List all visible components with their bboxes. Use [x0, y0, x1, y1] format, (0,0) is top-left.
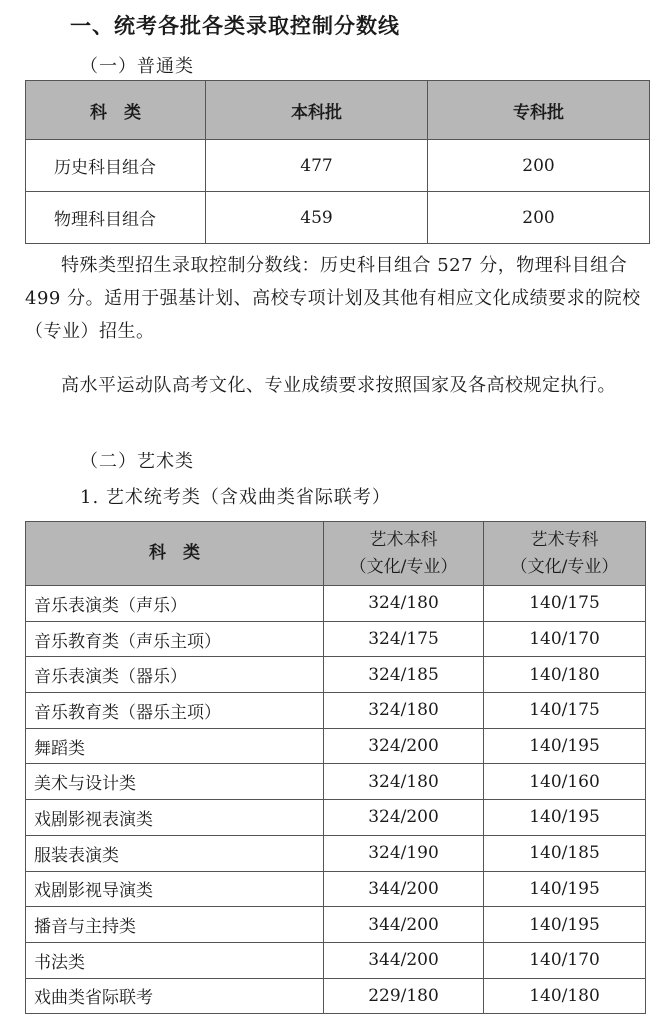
- row-undergrad-score: 477: [206, 140, 428, 192]
- row-subject: 音乐表演类（声乐）: [26, 586, 324, 622]
- row-art-undergrad-score: 324/180: [324, 586, 484, 622]
- table-row: [26, 764, 646, 800]
- header-art-college-unit: （文化/专业）: [510, 556, 619, 577]
- table-row: [26, 586, 646, 622]
- row-art-undergrad-score: 229/180: [324, 978, 484, 1014]
- art-score-table: [25, 521, 646, 1014]
- row-art-undergrad-score: 344/200: [324, 907, 484, 943]
- row-art-undergrad-score: 344/200: [324, 942, 484, 978]
- header-art-undergrad: [324, 522, 484, 586]
- row-art-undergrad-score: 324/190: [324, 835, 484, 871]
- table-row: [26, 978, 646, 1014]
- sports-team-paragraph: 高水平运动队高考文化、专业成绩要求按照国家及各高校规定执行。: [61, 375, 616, 396]
- table-row: [26, 192, 650, 244]
- row-subject: 音乐教育类（器乐主项）: [26, 693, 324, 729]
- table-row: [26, 140, 650, 192]
- section-title: 一、统考各批各类录取控制分数线: [70, 14, 400, 38]
- header-art-undergrad-label: 艺术本科: [369, 529, 438, 550]
- row-college-score: 200: [428, 192, 650, 244]
- row-subject: 服装表演类: [26, 835, 324, 871]
- art-unified-exam-heading: 1. 艺术统考类（含戏曲类省际联考）: [80, 487, 391, 508]
- row-subject: 戏剧影视导演类: [26, 871, 324, 907]
- row-art-undergrad-score: 324/200: [324, 728, 484, 764]
- header-art-college: [484, 522, 646, 586]
- row-subject: 舞蹈类: [26, 728, 324, 764]
- row-subject: 戏曲类省际联考: [26, 978, 324, 1014]
- row-art-college-score: 140/195: [484, 728, 646, 764]
- table-row: [26, 835, 646, 871]
- row-college-score: 200: [428, 140, 650, 192]
- subsection-title-art: （二）艺术类: [80, 451, 194, 472]
- row-art-undergrad-score: 324/180: [324, 693, 484, 729]
- row-art-undergrad-score: 324/180: [324, 764, 484, 800]
- row-art-undergrad-score: 324/185: [324, 657, 484, 693]
- row-subject: 书法类: [26, 942, 324, 978]
- header-subject: 科 类: [26, 81, 206, 140]
- row-subject: 播音与主持类: [26, 907, 324, 943]
- row-art-college-score: 140/180: [484, 657, 646, 693]
- row-art-college-score: 140/185: [484, 835, 646, 871]
- table-row: [26, 693, 646, 729]
- header-undergrad: 本科批: [206, 81, 428, 140]
- row-art-college-score: 140/195: [484, 907, 646, 943]
- row-art-college-score: 140/195: [484, 800, 646, 836]
- table-row: [26, 942, 646, 978]
- row-art-college-score: 140/195: [484, 871, 646, 907]
- row-subject: 美术与设计类: [26, 764, 324, 800]
- row-art-college-score: 140/160: [484, 764, 646, 800]
- header-art-undergrad-unit: （文化/专业）: [349, 556, 458, 577]
- table-header-row: [26, 81, 650, 140]
- header-subject: 科 类: [26, 522, 324, 586]
- row-art-undergrad-score: 324/175: [324, 621, 484, 657]
- table-row: [26, 728, 646, 764]
- row-art-college-score: 140/175: [484, 586, 646, 622]
- special-admission-paragraph: 特殊类型招生录取控制分数线：历史科目组合 527 分，物理科目组合 499 分。适用于强基计划、高校专项计划及其他有相应文化成绩要求的院校（专业）招生。: [25, 255, 641, 342]
- row-art-college-score: 140/175: [484, 693, 646, 729]
- general-score-table: [25, 80, 650, 244]
- row-subject: 物理科目组合: [26, 192, 206, 244]
- header-art-college-label: 艺术专科: [530, 529, 599, 550]
- header-college: 专科批: [428, 81, 650, 140]
- table-row: [26, 907, 646, 943]
- row-art-undergrad-score: 324/200: [324, 800, 484, 836]
- row-art-undergrad-score: 344/200: [324, 871, 484, 907]
- row-art-college-score: 140/170: [484, 942, 646, 978]
- table-row: [26, 657, 646, 693]
- row-undergrad-score: 459: [206, 192, 428, 244]
- row-subject: 历史科目组合: [26, 140, 206, 192]
- row-art-college-score: 140/170: [484, 621, 646, 657]
- row-art-college-score: 140/180: [484, 978, 646, 1014]
- subsection-title-general: （一）普通类: [80, 56, 194, 77]
- row-subject: 音乐表演类（器乐）: [26, 657, 324, 693]
- table-row: [26, 800, 646, 836]
- table-row: [26, 621, 646, 657]
- row-subject: 音乐教育类（声乐主项）: [26, 621, 324, 657]
- row-subject: 戏剧影视表演类: [26, 800, 324, 836]
- table-header-row: [26, 522, 646, 586]
- table-row: [26, 871, 646, 907]
